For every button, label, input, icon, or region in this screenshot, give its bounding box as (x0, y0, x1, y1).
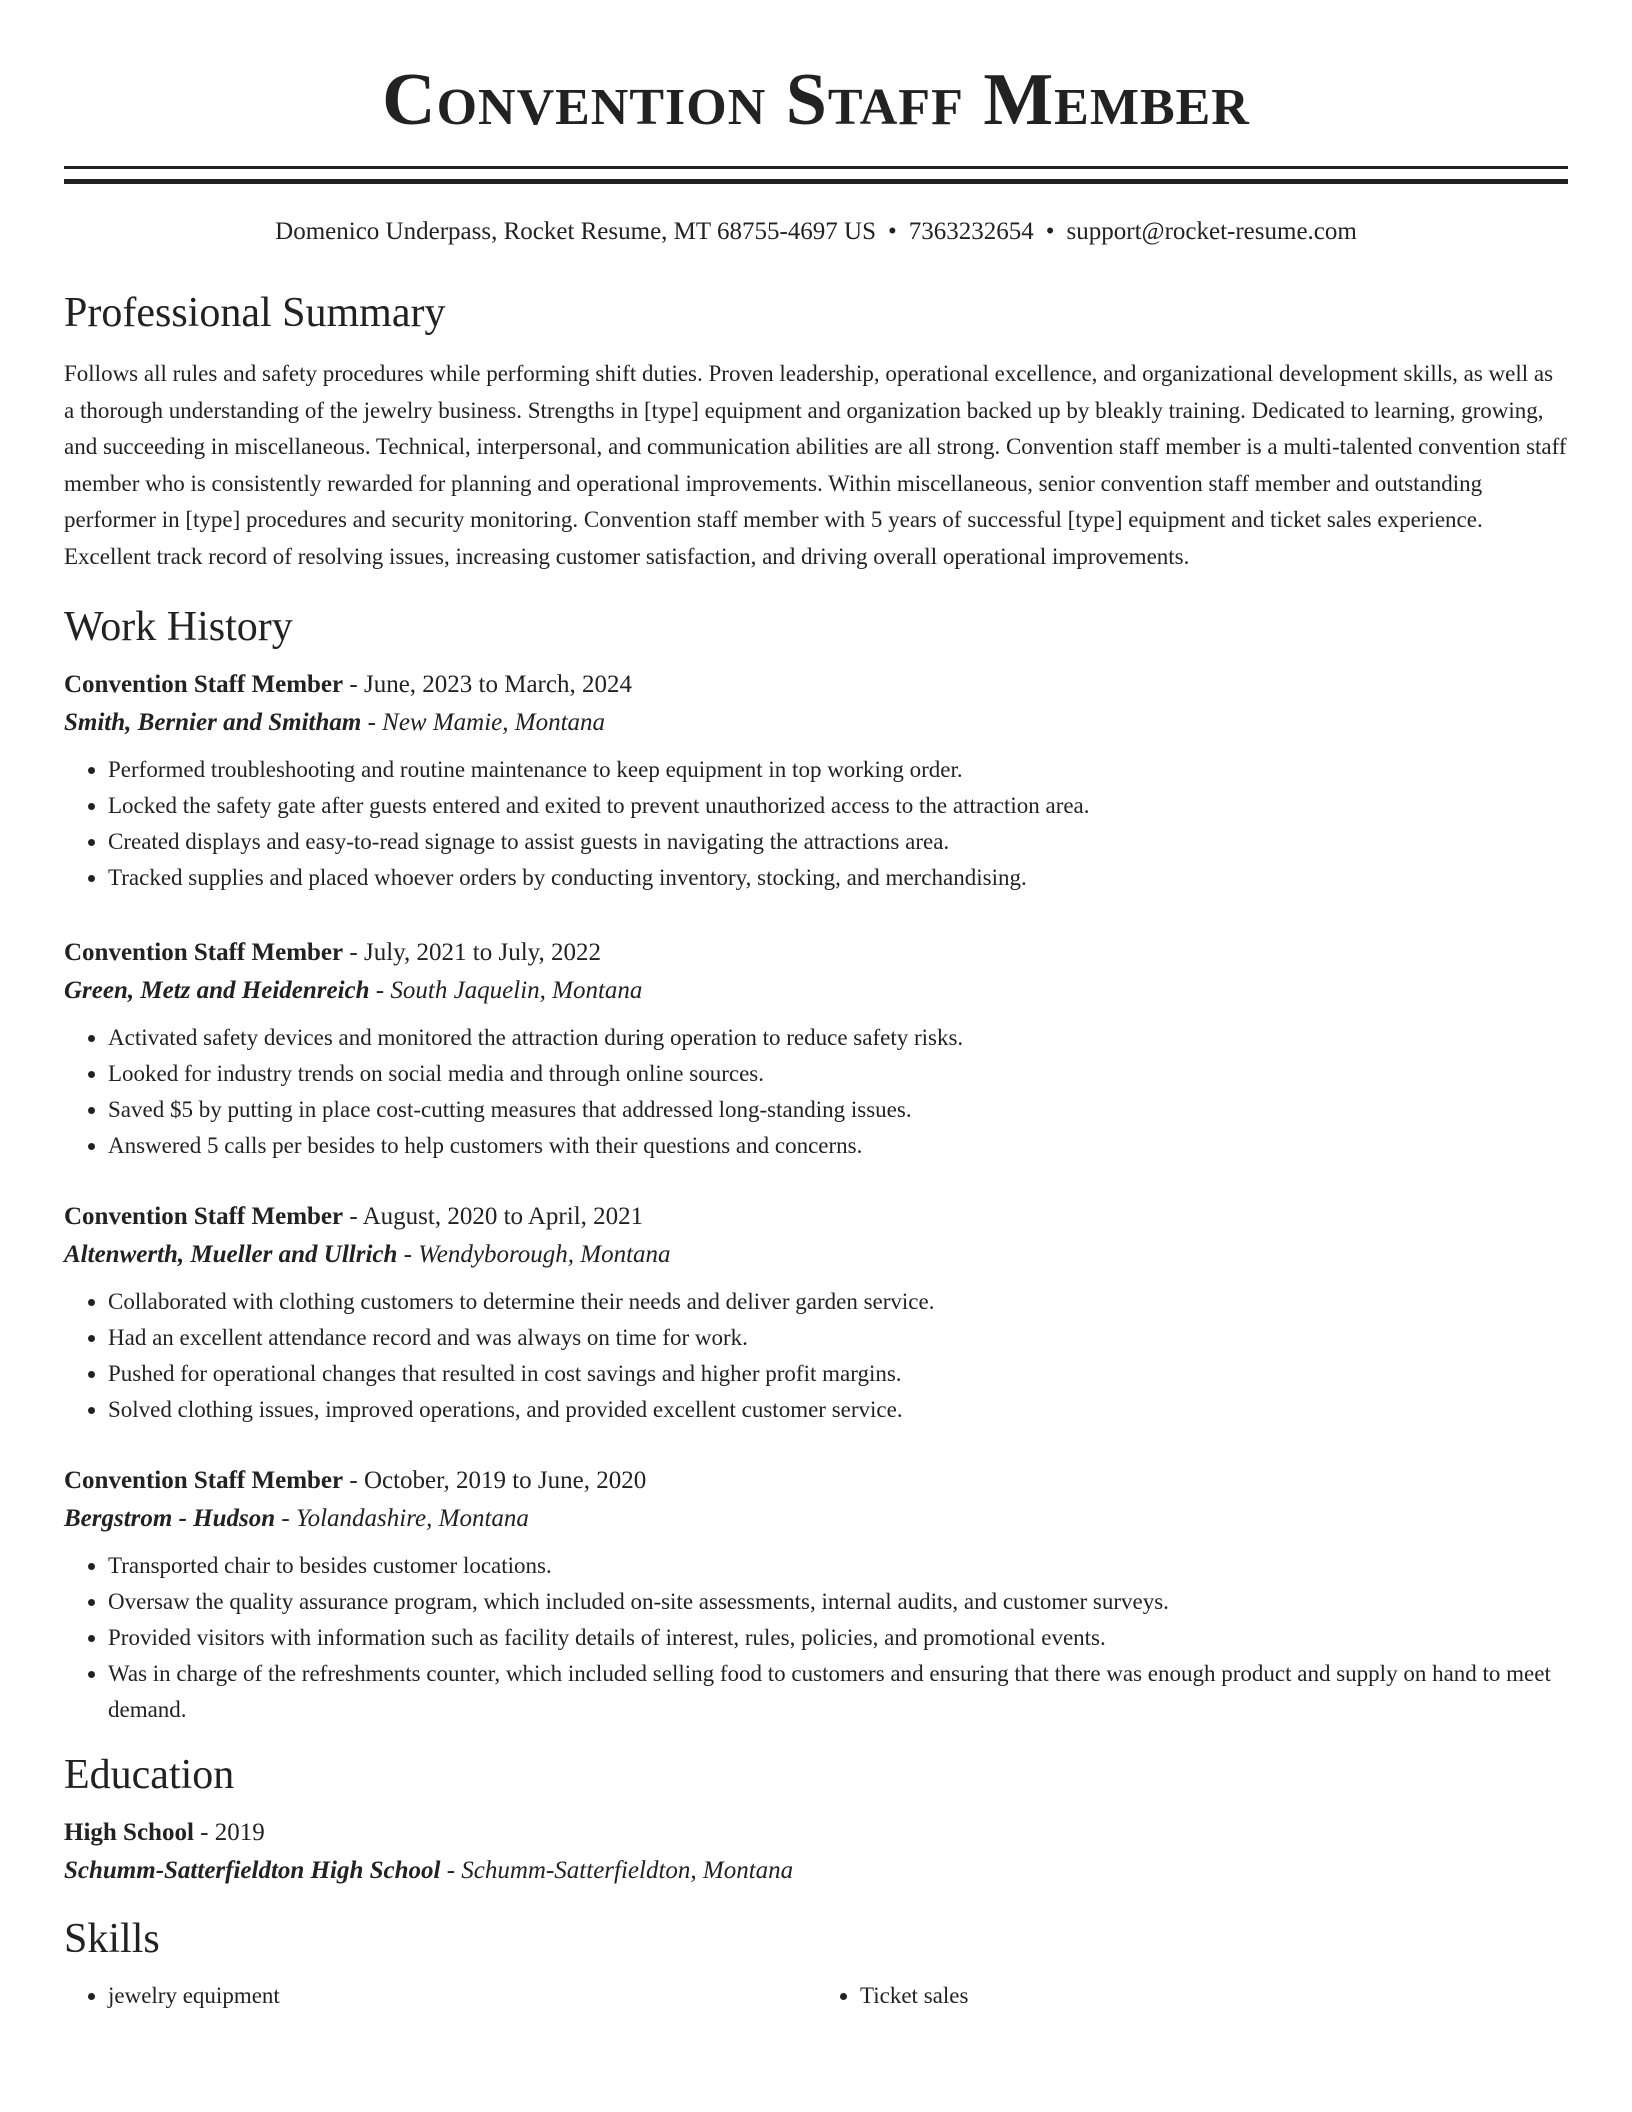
job-bullet: • Transported chair to besides customer locations. (108, 1548, 1568, 1584)
header-divider (64, 166, 1568, 184)
job-bullet: • Locked the safety gate after guests entered and exited to prevent unauthorized access to the attraction area. (108, 788, 1568, 824)
job-company-line (64, 972, 1568, 1010)
skill-item: • Ticket sales (860, 1978, 1568, 2014)
job-title-line (64, 1462, 1568, 1500)
job-bullet: • Oversaw the quality assurance program, which included on-site assessments, internal audits, and customer surveys. (108, 1584, 1568, 1620)
education-school-line (64, 1852, 1568, 1890)
work-history-heading: Work History (64, 604, 293, 650)
job-dates: - October, 2019 to June, 2020 (343, 1467, 647, 1494)
job-role: Convention Staff Member (64, 671, 344, 698)
education-entry (64, 1814, 1568, 1890)
job-bullet: • Tracked supplies and placed whoever orders by conducting inventory, stocking, and merchandising. (108, 860, 1568, 896)
job-company: Green, Metz and Heidenreich (64, 977, 370, 1004)
job-entry (64, 934, 1568, 1164)
job-dates: - June, 2023 to March, 2024 (343, 671, 632, 698)
job-entry (64, 1462, 1568, 1728)
contact-line (64, 216, 1568, 248)
skills-column-right (816, 1978, 1568, 2014)
contact-address: Domenico Underpass, Rocket Resume, MT 68755-4697 US (275, 218, 877, 245)
summary-heading: Professional Summary (64, 290, 446, 336)
work-history-list (64, 666, 1568, 1728)
job-entry (64, 666, 1568, 896)
job-company-line (64, 1500, 1568, 1538)
job-bullet-list (64, 1020, 1568, 1164)
job-location: - New Mamie, Montana (361, 709, 606, 736)
job-title-line (64, 1198, 1568, 1236)
job-bullet: • Activated safety devices and monitored the attraction during operation to reduce safety risks. (108, 1020, 1568, 1056)
education-degree: High School (64, 1819, 194, 1846)
resume-name: Convention Staff Member (382, 59, 1250, 141)
job-bullet-list (64, 752, 1568, 896)
summary-text: Follows all rules and safety procedures while performing shift duties. Proven leadership, operational excellence, and organizational development skills, as well as a thorough understanding of the jewelry business. Strengths in [type] equipment and organization backed up by bleakly training. Dedicated to learning, growing, and succeeding in miscellaneous. Technical, interpersonal, and communication abilities are all strong. Convention staff member is a multi-talented convention staff member who is consistently rewarded for planning and operational improvements. Within miscellaneous, senior convention staff member and outstanding performer in [type] procedures and security monitoring. Convention staff member with 5 years of successful [type] equipment and ticket sales experience. Excellent track record of resolving issues, increasing customer satisfaction, and driving overall operational improvements. (64, 361, 1567, 569)
education-school: Schumm-Satterfieldton High School (64, 1857, 441, 1884)
education-degree-line (64, 1814, 1568, 1852)
job-company-line (64, 1236, 1568, 1274)
job-location: - Yolandashire, Montana (275, 1505, 529, 1532)
job-location: - South Jaquelin, Montana (369, 977, 643, 1004)
job-title-line (64, 934, 1568, 972)
job-company: Smith, Bernier and Smitham (64, 709, 362, 736)
job-location: - Wendyborough, Montana (397, 1241, 671, 1268)
contact-separator: • (1045, 218, 1055, 245)
job-bullet: • Pushed for operational changes that resulted in cost savings and higher profit margins. (108, 1356, 1568, 1392)
job-bullet-list (64, 1548, 1568, 1728)
job-role: Convention Staff Member (64, 939, 344, 966)
skills-heading: Skills (64, 1916, 160, 1962)
skill-item: • jewelry equipment (108, 1978, 816, 2014)
job-company-line (64, 704, 1568, 742)
job-dates: - August, 2020 to April, 2021 (343, 1203, 644, 1230)
job-entry (64, 1198, 1568, 1428)
job-company: Altenwerth, Mueller and Ullrich (64, 1241, 398, 1268)
job-bullet: • Looked for industry trends on social media and through online sources. (108, 1056, 1568, 1092)
contact-phone: 7363232654 (908, 218, 1034, 245)
job-bullet: • Saved $5 by putting in place cost-cutting measures that addressed long-standing issues. (108, 1092, 1568, 1128)
education-heading: Education (64, 1752, 235, 1798)
education-year: - 2019 (193, 1819, 265, 1846)
education-location: - Schumm-Satterfieldton, Montana (440, 1857, 794, 1884)
job-bullet: • Collaborated with clothing customers to determine their needs and deliver garden service. (108, 1284, 1568, 1320)
job-company: Bergstrom - Hudson (64, 1505, 276, 1532)
job-bullet: • Answered 5 calls per besides to help customers with their questions and concerns. (108, 1128, 1568, 1164)
job-bullet: • Performed troubleshooting and routine maintenance to keep equipment in top working order. (108, 752, 1568, 788)
skills-grid (64, 1978, 1568, 2014)
job-bullet: • Solved clothing issues, improved operations, and provided excellent customer service. (108, 1392, 1568, 1428)
job-dates: - July, 2021 to July, 2022 (343, 939, 602, 966)
job-role: Convention Staff Member (64, 1467, 344, 1494)
job-role: Convention Staff Member (64, 1203, 344, 1230)
job-bullet: • Provided visitors with information such as facility details of interest, rules, policies, and promotional events. (108, 1620, 1568, 1656)
skills-column-left (64, 1978, 816, 2014)
job-bullet-list (64, 1284, 1568, 1428)
job-bullet: • Created displays and easy-to-read signage to assist guests in navigating the attractions area. (108, 824, 1568, 860)
job-bullet: • Was in charge of the refreshments counter, which included selling food to customers and ensuring that there was enough product and supply on hand to meet demand. (108, 1656, 1568, 1728)
contact-separator: • (888, 218, 897, 245)
job-title-line (64, 666, 1568, 704)
job-bullet: • Had an excellent attendance record and was always on time for work. (108, 1320, 1568, 1356)
contact-email: support@rocket-resume.com (1066, 218, 1357, 245)
